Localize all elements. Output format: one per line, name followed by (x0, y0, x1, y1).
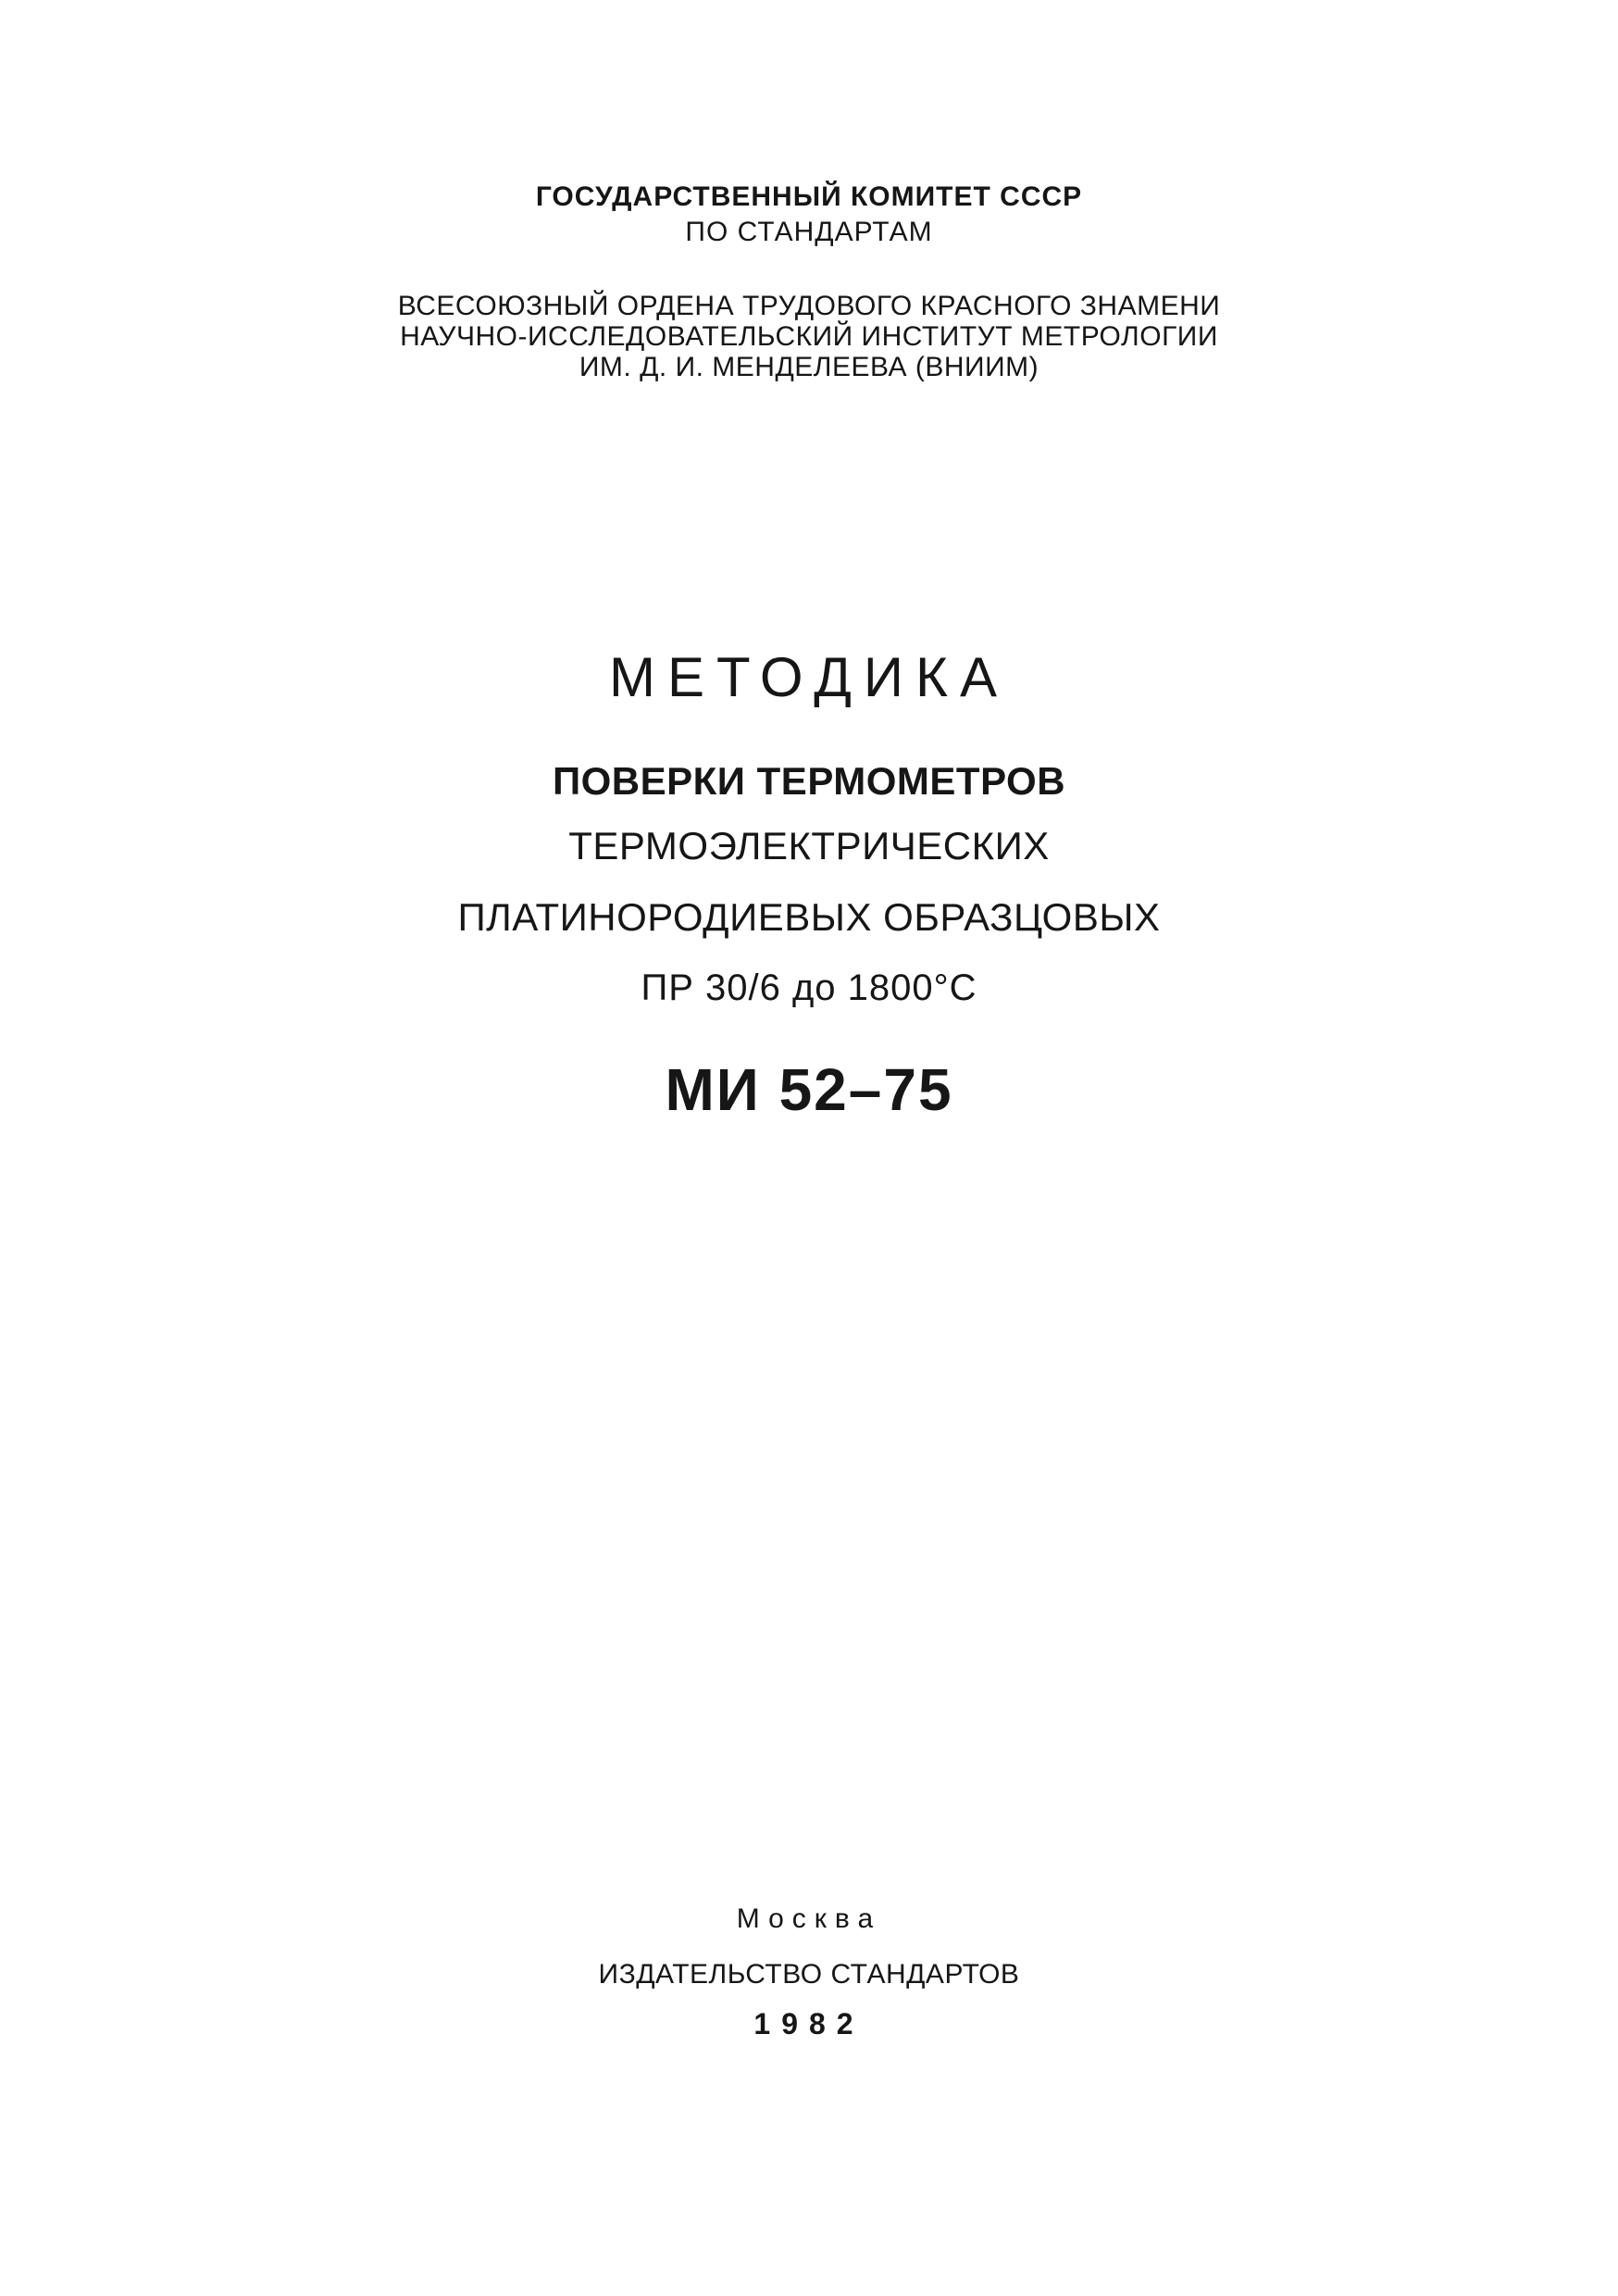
subtitle-line-1: ПОВЕРКИ ТЕРМОМЕТРОВ (552, 759, 1066, 803)
committee-subtitle: ПО СТАНДАРТАМ (685, 217, 933, 247)
publication-city: Москва (736, 1903, 882, 1934)
publisher-name: ИЗДАТЕЛЬСТВО СТАНДАРТОВ (598, 1959, 1020, 1990)
institute-line-3: ИМ. Д. И. МЕНДЕЛЕЕВА (ВНИИМ) (579, 352, 1039, 382)
committee-name: ГОСУДАРСТВЕННЫЙ КОМИТЕТ СССР (535, 181, 1083, 212)
publication-year: 1982 (753, 2007, 865, 2040)
document-code: МИ 52–75 (665, 1056, 953, 1123)
subtitle-line-2: ТЕРМОЭЛЕКТРИЧЕСКИХ (568, 824, 1050, 867)
subtitle-line-3: ПЛАТИНОРОДИЕВЫХ ОБРАЗЦОВЫХ (457, 895, 1161, 939)
institute-line-1: ВСЕСОЮЗНЫЙ ОРДЕНА ТРУДОВОГО КРАСНОГО ЗНАМЕНИ (397, 291, 1221, 321)
document-title: МЕТОДИКА (608, 646, 1010, 708)
institute-line-2: НАУЧНО-ИССЛЕДОВАТЕЛЬСКИЙ ИНСТИТУТ МЕТРОЛОГИИ (400, 321, 1218, 352)
temperature-range: ПР 30/6 до 1800°С (641, 967, 977, 1008)
